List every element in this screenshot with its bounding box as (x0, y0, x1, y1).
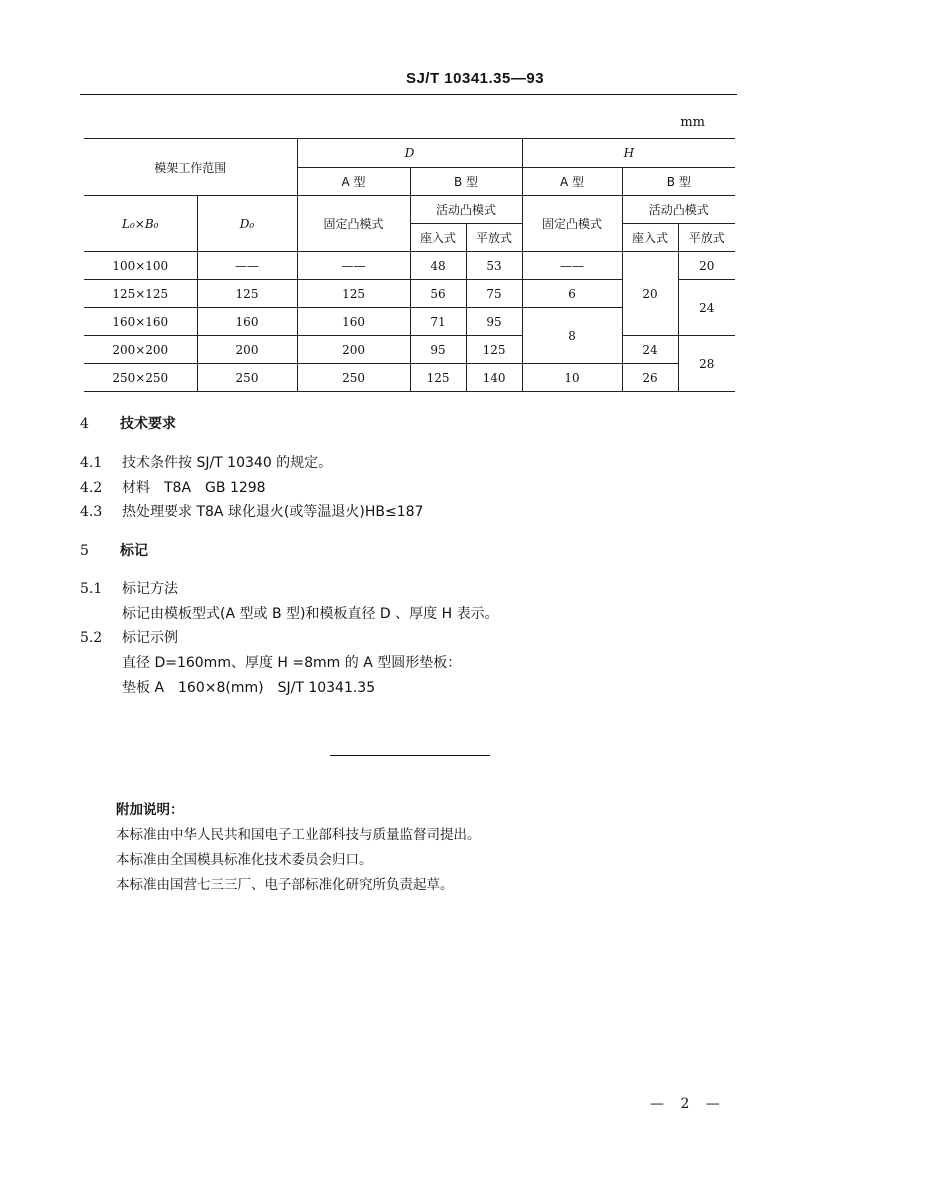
table-row (84, 252, 735, 280)
clause-text: 标记方法 (122, 581, 178, 597)
cell-d0: —— (197, 252, 297, 280)
cell-da: 200 (297, 336, 410, 364)
header-LxB: L₀×B₀ (84, 196, 197, 252)
unit-label: mm (680, 115, 705, 130)
header-D-flat: 平放式 (466, 224, 522, 252)
cell-db-flat: 95 (466, 308, 522, 336)
clause-5-2-body-2: 垫板 A 160×8(mm) SJ/T 10341.35 (122, 680, 376, 696)
cell-ha: 10 (522, 364, 622, 392)
header-D-fixed: 固定凸模式 (297, 196, 410, 252)
cell-db-seat: 95 (410, 336, 466, 364)
clause-5-1-body: 标记由模板型式(A 型或 B 型)和模板直径 D 、厚度 H 表示。 (122, 606, 499, 622)
clause-4-2 (80, 477, 266, 497)
section-5-heading (80, 540, 148, 560)
clause-text: 标记示例 (122, 630, 178, 646)
cell-db-flat: 53 (466, 252, 522, 280)
document-code-header: SJ/T 10341.35—93 (405, 70, 545, 87)
clause-5-1 (80, 578, 178, 598)
header-H-movable: 活动凸模式 (622, 196, 735, 224)
notes-line-3: 本标准由国营七三三厂、电子部标准化研究所负责起草。 (116, 877, 454, 893)
notes-line-2: 本标准由全国模具标准化技术委员会归口。 (116, 852, 373, 868)
clause-number: 4.3 (80, 504, 103, 520)
cell-db-flat: 125 (466, 336, 522, 364)
clause-4-1 (80, 452, 332, 472)
header-H: H (522, 139, 735, 168)
cell-hb-seat: 24 (622, 336, 678, 364)
cell-hb-seat: 26 (622, 364, 678, 392)
header-range: 模架工作范围 (84, 139, 297, 196)
cell-d0: 160 (197, 308, 297, 336)
cell-ha: 6 (522, 280, 622, 308)
cell-d0: 250 (197, 364, 297, 392)
cell-d0: 125 (197, 280, 297, 308)
header-H-fixed: 固定凸模式 (522, 196, 622, 252)
separator-rule (330, 755, 490, 756)
table-row (84, 364, 735, 392)
page-number: — 2 — (650, 1096, 726, 1112)
header-D-B-type: B 型 (410, 168, 522, 196)
header-H-A-type: A 型 (522, 168, 622, 196)
clause-number: 5.1 (80, 581, 103, 597)
clause-number: 5.2 (80, 630, 103, 646)
cell-da: 250 (297, 364, 410, 392)
cell-hb-flat: 20 (678, 252, 735, 280)
cell-db-seat: 56 (410, 280, 466, 308)
clause-5-2-body-1: 直径 D=160mm、厚度 H =8mm 的 A 型圆形垫板： (122, 655, 462, 671)
cell-lb: 125×125 (84, 280, 197, 308)
cell-lb: 160×160 (84, 308, 197, 336)
cell-db-seat: 71 (410, 308, 466, 336)
section-title: 标记 (120, 543, 148, 559)
notes-line-1: 本标准由中华人民共和国电子工业部科技与质量监督司提出。 (116, 827, 481, 843)
cell-ha: —— (522, 252, 622, 280)
clause-number: 4.1 (80, 455, 103, 471)
header-D: D (297, 139, 522, 168)
cell-hb-flat-merged: 28 (678, 336, 735, 392)
table-row (84, 336, 735, 364)
cell-lb: 100×100 (84, 252, 197, 280)
clause-5-2 (80, 627, 178, 647)
header-H-flat: 平放式 (678, 224, 735, 252)
cell-hb-seat-merged: 20 (622, 252, 678, 336)
clause-text: 热处理要求 T8A 球化退火(或等温退火)HB≤187 (122, 504, 424, 520)
header-D-movable: 活动凸模式 (410, 196, 522, 224)
clause-number: 4.2 (80, 480, 103, 496)
header-H-B-type: B 型 (622, 168, 735, 196)
cell-da: 160 (297, 308, 410, 336)
header-D0: D₀ (197, 196, 297, 252)
header-D-A-type: A 型 (297, 168, 410, 196)
section-title: 技术要求 (120, 416, 176, 432)
cell-db-flat: 75 (466, 280, 522, 308)
clause-4-3 (80, 501, 423, 521)
header-D-seat: 座入式 (410, 224, 466, 252)
cell-lb: 200×200 (84, 336, 197, 364)
cell-da: —— (297, 252, 410, 280)
section-number: 4 (80, 416, 89, 432)
cell-ha-merged: 8 (522, 308, 622, 364)
cell-db-flat: 140 (466, 364, 522, 392)
cell-lb: 250×250 (84, 364, 197, 392)
cell-da: 125 (297, 280, 410, 308)
header-H-seat: 座入式 (622, 224, 678, 252)
cell-db-seat: 48 (410, 252, 466, 280)
clause-text: 材料 T8A GB 1298 (122, 480, 266, 496)
cell-d0: 200 (197, 336, 297, 364)
clause-text: 技术条件按 SJ/T 10340 的规定。 (122, 455, 333, 471)
cell-hb-flat-merged: 24 (678, 280, 735, 336)
header-rule (80, 94, 737, 95)
section-4-heading (80, 413, 176, 433)
dimension-table (84, 138, 735, 392)
notes-title: 附加说明： (116, 802, 184, 818)
cell-db-seat: 125 (410, 364, 466, 392)
section-number: 5 (80, 543, 89, 559)
